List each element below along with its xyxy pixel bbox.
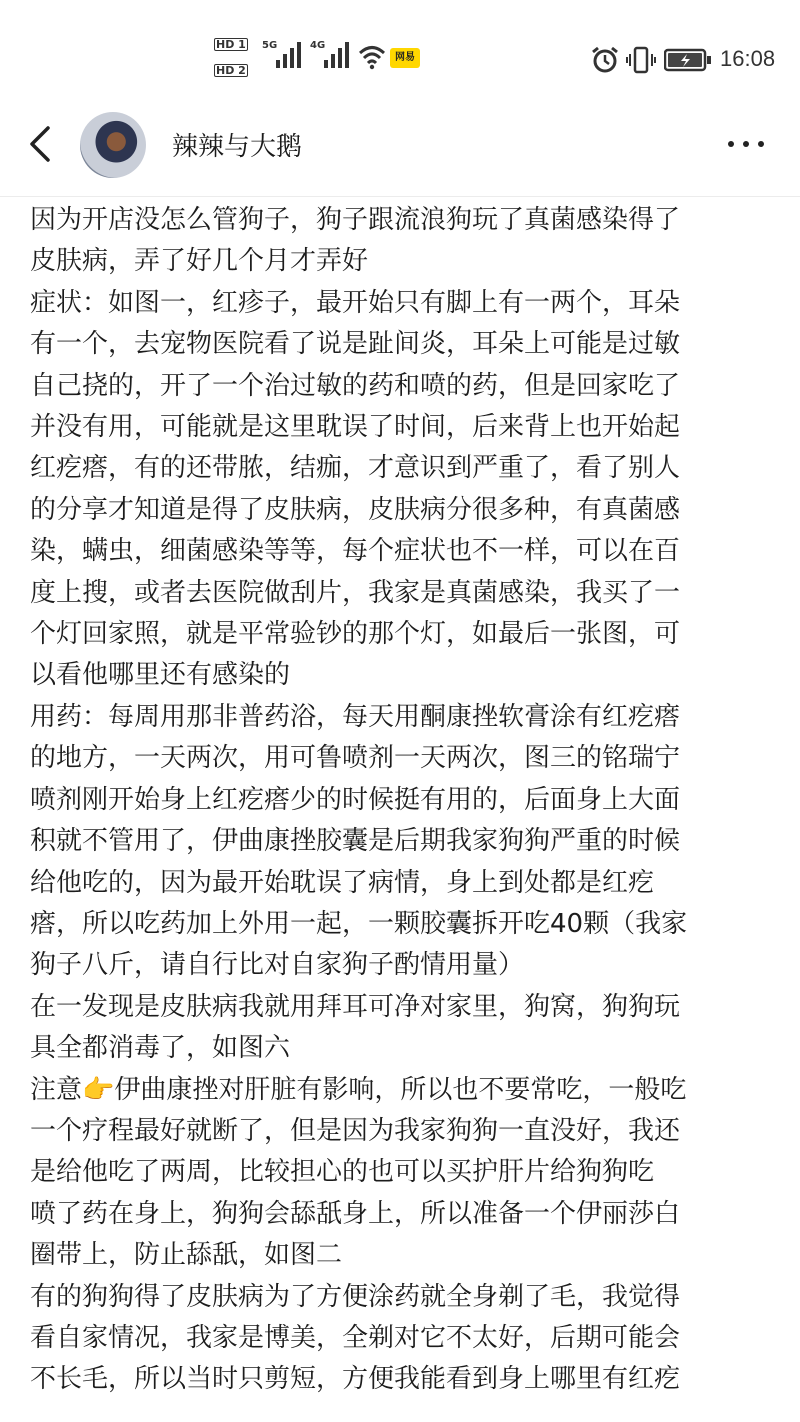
status-bar: HD 1 HD 2 5G 4G 网易 16:08 [216,38,776,77]
post-text-line: 个灯回家照，就是平常验钞的那个灯，如最后一张图，可 [30,619,681,650]
post-text-line: 瘩，所以吃药加上外用一起，一颗胶囊拆开吃40颗（我家 [30,908,688,939]
battery-icon [664,48,712,72]
post-text-line: 看自家情况，我家是博美，全剃对它不太好，后期可能会 [30,1322,681,1353]
post-text-line: 具全都消毒了，如图六 [30,1033,291,1064]
post-text-line: 的地方，一天两次，用可鲁喷剂一天两次，图三的铭瑞宁 [30,743,681,774]
post-text-line: 是给他吃了两周，比较担心的也可以买护肝片给狗狗吃 [30,1157,655,1188]
post-text-line: 红疙瘩，有的还带脓，结痂，才意识到严重了，看了别人 [30,453,681,484]
post-text-line: 喷剂刚开始身上红疙瘩少的时候挺有用的，后面身上大面 [30,784,681,815]
post-text-line: 并没有用，可能就是这里耽误了时间，后来背上也开始起 [30,412,681,443]
clock: 16:08 [720,46,776,71]
chat-header [0,112,800,197]
post-text-line: 染，螨虫，细菌感染等等，每个症状也不一样，可以在百 [30,536,681,567]
post-text-line: 在一发现是皮肤病我就用拜耳可净对家里，狗窝，狗狗玩 [30,991,681,1022]
hd1-indicator: HD 1 [216,38,246,51]
post-text-line: 狗子八斤，请自行比对自家狗子酌情用量） [30,950,525,981]
post-text-line: 注意👉伊曲康挫对肝脏有影响，所以也不要常吃，一般吃 [30,1074,687,1105]
alarm-icon [590,46,620,74]
post-text-line: 圈带上，防止舔舐，如图二 [30,1240,343,1271]
more-options-icon[interactable] [726,138,766,150]
post-text-line: 的分享才知道是得了皮肤病，皮肤病分很多种，有真菌感 [30,494,681,525]
post-text-line: 症状：如图一，红疹子，最开始只有脚上有一两个，耳朵 [30,287,681,318]
wifi-icon [358,44,386,70]
app-notification-icon: 网易 [390,48,420,68]
post-text-line: 有的狗狗得了皮肤病为了方便涂药就全身剃了毛，我觉得 [30,1281,681,1312]
post-text-line: 用药：每周用那非普药浴，每天用酮康挫软膏涂有红疙瘩 [30,701,681,732]
post-text-line: 度上搜，或者去医院做刮片，我家是真菌感染，我买了一 [30,577,681,608]
post-text-line: 积就不管用了，伊曲康挫胶囊是后期我家狗狗严重的时候 [30,826,681,857]
post-body [30,200,775,1401]
back-icon[interactable] [26,124,56,164]
post-text-line: 不长毛，所以当时只剪短，方便我能看到身上哪里有红疙 [30,1364,681,1395]
username[interactable]: 辣辣与大鹅 [172,132,303,162]
post-text-line: 有一个，去宠物医院看了说是趾间炎，耳朵上可能是过敏 [30,329,681,360]
post-text-line: 一个疗程最好就断了，但是因为我家狗狗一直没好，我还 [30,1115,681,1146]
post-text-line: 因为开店没怎么管狗子，狗子跟流浪狗玩了真菌感染得了 [30,205,681,235]
post-text-line: 喷了药在身上，狗狗会舔舐身上，所以准备一个伊丽莎白 [30,1198,681,1229]
post-text-line: 给他吃的，因为最开始耽误了病情，身上到处都是红疙 [30,867,655,898]
avatar[interactable] [80,112,146,178]
post-text-line: 以看他哪里还有感染的 [30,660,291,691]
hd2-indicator: HD 2 [216,64,246,77]
post-text-line: 皮肤病，弄了好几个月才弄好 [30,246,369,277]
post-text-line: 自己挠的，开了一个治过敏的药和喷的药，但是回家吃了 [30,370,681,401]
vibrate-icon [626,46,656,74]
